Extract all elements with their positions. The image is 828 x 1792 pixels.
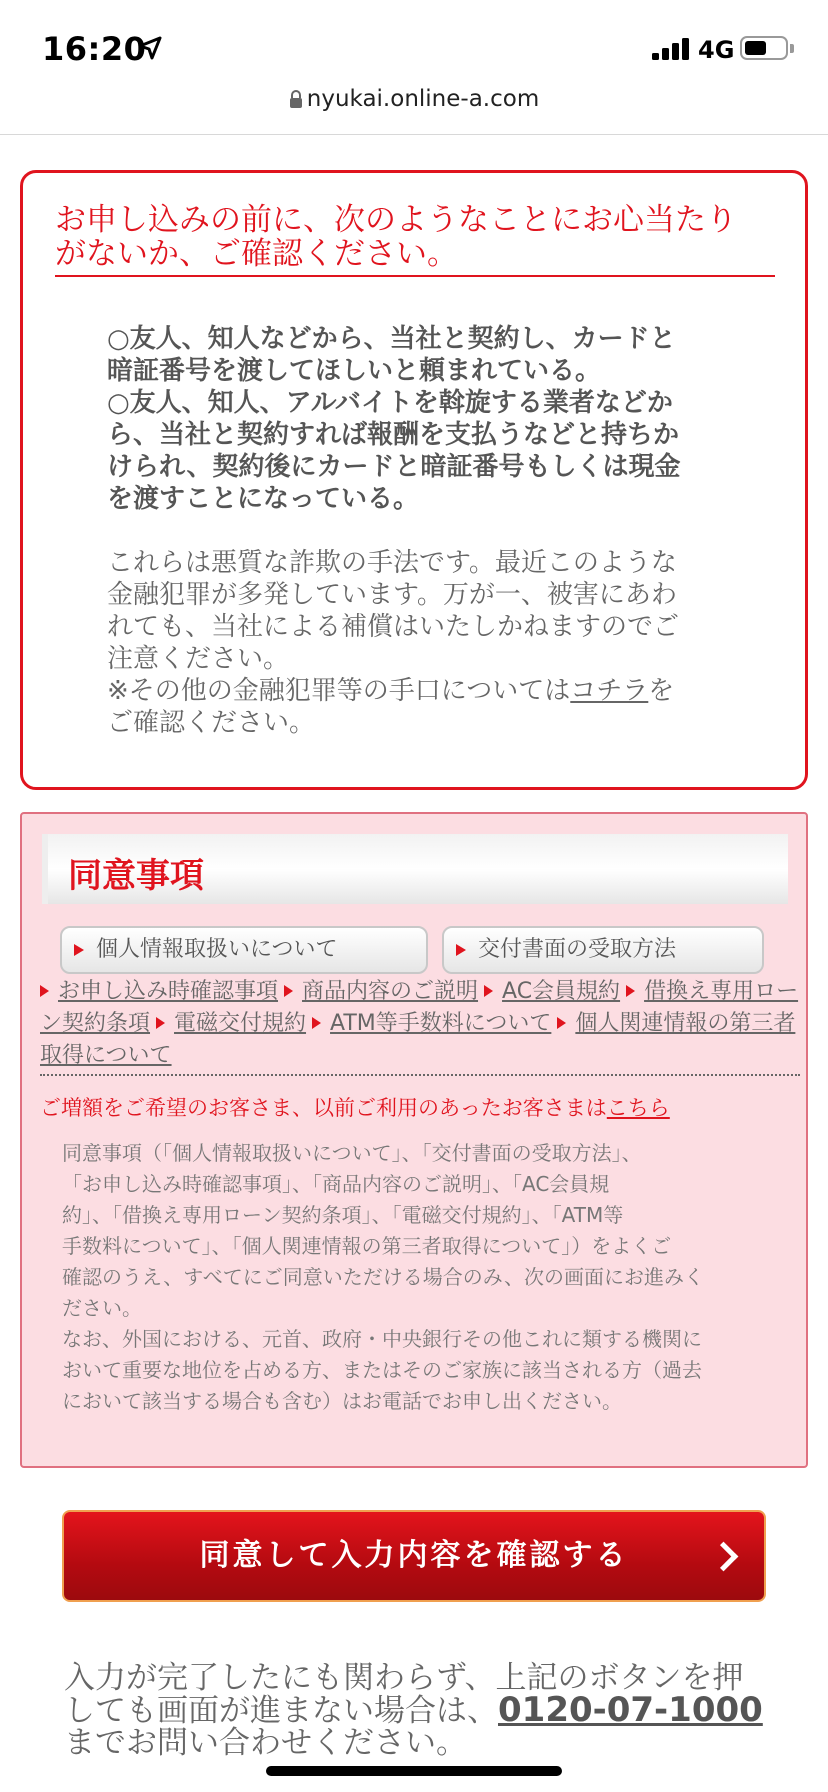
- consent-body-line: 約」、「借換え専用ローン契約条項」、「電磁交付規約」、「ATM等: [62, 1203, 624, 1227]
- consent-body-line: 確認のうえ、すべてにご同意いただける場合のみ、次の画面にお進みく: [62, 1265, 704, 1289]
- other-fraud-prefix: ※その他の金融犯罪等の手口については: [107, 676, 571, 706]
- warning-item-line: 暗証番号を渡してほしいと頼まれている。: [107, 356, 602, 386]
- arrow-icon: [284, 985, 293, 997]
- increase-text: ご増額をご希望のお客さま、以前ご利用のあったお客さまは: [40, 1096, 607, 1120]
- warning-note-line: ご確認ください。: [107, 708, 316, 738]
- link-application-terms[interactable]: お申し込み時確認事項: [58, 979, 279, 1004]
- phone-link[interactable]: 0120-07-1000: [498, 1690, 763, 1730]
- consent-body-line: おいて重要な地位を占める方、またはそのご家族に該当される方（過去: [62, 1358, 702, 1382]
- personal-info-button[interactable]: 個人情報取扱いについて: [60, 926, 428, 974]
- contact-line: 入力が完了したにも関わらず、上記のボタンを押: [64, 1660, 744, 1696]
- agree-confirm-button[interactable]: [62, 1510, 766, 1602]
- consent-links: [40, 976, 800, 1076]
- warning-item-line: ら、当社と契約すれば報酬を支払うなどと持ちか: [107, 420, 680, 450]
- link-atm-fees[interactable]: ATM等手数料について: [330, 1011, 552, 1036]
- warning-note-line: これらは悪質な詐欺の手法です。最近このような: [107, 548, 677, 578]
- url-text: nyukai.online-a.com: [306, 86, 540, 112]
- fraud-warning-box: [20, 170, 808, 790]
- warning-note-line: れても、当社による補償はいたしかねますのでご: [107, 612, 680, 642]
- warning-item-line: を渡すことになっている。: [107, 484, 420, 514]
- other-fraud-line: [107, 675, 747, 707]
- lock-icon: [289, 88, 303, 114]
- consent-body: [62, 1138, 782, 1417]
- warning-item-line: ○友人、知人、アルバイトを斡旋する業者などか: [107, 388, 673, 418]
- warning-title-line: がないか、ご確認ください。: [55, 236, 458, 272]
- arrow-icon: [40, 985, 49, 997]
- contact-line: までお問い合わせください。: [64, 1725, 467, 1761]
- contact-notice: [64, 1662, 784, 1759]
- address-bar-divider: [0, 134, 828, 135]
- link-product-description[interactable]: 商品内容のご説明: [302, 979, 479, 1004]
- warning-items: [107, 323, 747, 515]
- link-ac-member-terms[interactable]: AC会員規約: [502, 979, 621, 1004]
- consent-body-line: ださい。: [62, 1296, 142, 1320]
- home-indicator: [266, 1766, 562, 1776]
- contact-line: [64, 1690, 784, 1730]
- consent-panel: [20, 812, 808, 1468]
- arrow-icon: [312, 1017, 321, 1029]
- consent-body-line: 「お申し込み時確認事項」、「商品内容のご説明」、「AC会員規: [62, 1172, 610, 1196]
- status-time: 16:20: [42, 30, 147, 68]
- consent-body-line: 手数料について」、「個人関連情報の第三者取得について」）をよくご: [62, 1234, 672, 1258]
- other-fraud-suffix: を: [648, 676, 675, 706]
- contact-line-prefix: しても画面が進まない場合は、: [64, 1693, 498, 1729]
- increase-notice: [40, 1092, 670, 1122]
- arrow-icon: [557, 1017, 566, 1029]
- warning-item-line: けられ、契約後にカードと暗証番号もしくは現金: [107, 452, 681, 482]
- battery-level: [745, 41, 766, 55]
- link-refinance-loan-terms[interactable]: 借換え専用ローン契約条項: [40, 979, 799, 1036]
- arrow-icon: [156, 1017, 165, 1029]
- warning-title: [55, 203, 775, 277]
- status-bar: [0, 0, 828, 100]
- arrow-icon: [626, 985, 635, 997]
- agree-confirm-label: 同意して入力内容を確認する: [199, 1538, 629, 1573]
- network-type: 4G: [698, 36, 735, 64]
- link-third-party-info[interactable]: 個人関連情報の第三者取得について: [40, 1011, 796, 1068]
- link-electronic-delivery-terms[interactable]: 電磁交付規約: [174, 1011, 307, 1036]
- location-arrow-icon: [138, 36, 162, 64]
- consent-header: [42, 834, 788, 904]
- battery-cap: [790, 44, 794, 53]
- increase-link[interactable]: こちら: [606, 1096, 670, 1120]
- chevron-right-icon: [709, 1542, 739, 1572]
- arrow-icon: [484, 985, 493, 997]
- other-fraud-link[interactable]: コチラ: [570, 676, 649, 706]
- consent-body-line: において該当する場合も含む）はお電話でお申し出ください。: [62, 1389, 622, 1413]
- warning-note: [107, 547, 747, 739]
- warning-note-line: 注意ください。: [107, 644, 290, 674]
- warning-title-line: お申し込みの前に、次のようなことにお心当たり: [55, 202, 737, 238]
- warning-item-line: ○友人、知人などから、当社と契約し、カードと: [107, 324, 676, 354]
- consent-title: 同意事項: [68, 856, 204, 896]
- document-delivery-button[interactable]: 交付書面の受取方法: [442, 926, 764, 974]
- address-bar[interactable]: [0, 86, 828, 114]
- consent-body-line: なお、外国における、元首、政府・中央銀行その他これに類する機関に: [62, 1327, 702, 1351]
- consent-body-line: 同意事項（「個人情報取扱いについて」、「交付書面の受取方法」、: [62, 1141, 642, 1165]
- warning-note-line: 金融犯罪が多発しています。万が一、被害にあわ: [107, 580, 677, 610]
- battery-icon: [740, 36, 788, 60]
- cellular-signal-icon: [652, 38, 692, 64]
